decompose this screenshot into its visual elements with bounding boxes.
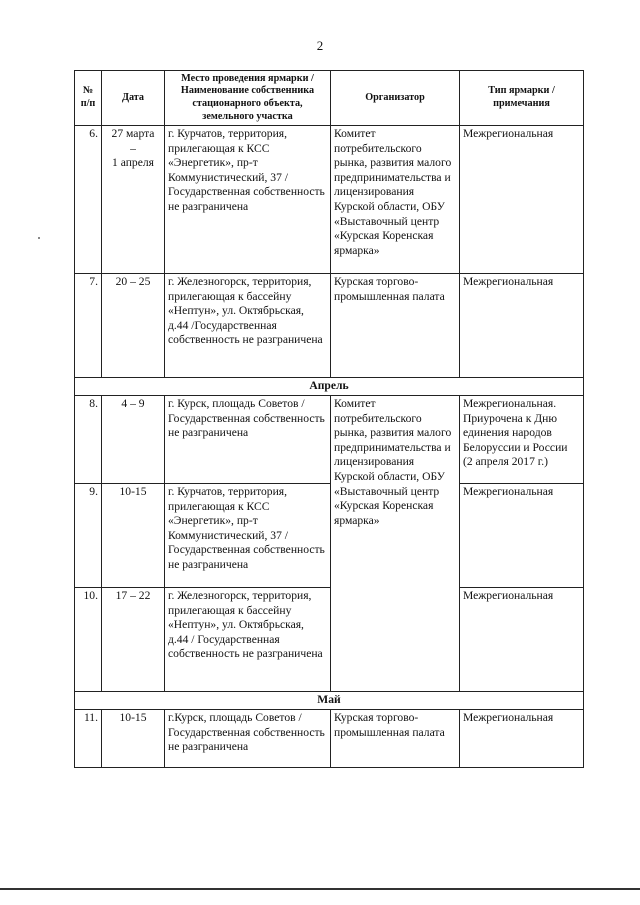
row-type: Межрегиональная <box>460 588 584 692</box>
row-type: Межрегиональная <box>460 484 584 588</box>
scan-speck <box>38 237 40 239</box>
page-number: 2 <box>316 38 324 53</box>
header-date: Дата <box>102 71 165 126</box>
header-row <box>75 71 584 126</box>
row-date: 20 – 25 <box>102 274 165 378</box>
date-start: 27 марта <box>111 127 155 140</box>
table-row <box>75 274 584 378</box>
row-place: г. Курчатов, территория, прилегающая к КСС «Энергетик», пр-т Коммунистический, 37 / Государственная собственность не разграничена <box>165 484 331 588</box>
table-row <box>75 588 584 692</box>
header-num: № п/п <box>75 71 102 126</box>
row-organizer: Комитет потребительского рынка, развития малого предпринимательства и лицензирования Курской области, ОБУ «Выставочный центр «Курская Коренская ярмарка» <box>331 126 460 274</box>
row-type: Межрегиональная <box>460 274 584 378</box>
row-num: 6. <box>75 126 102 274</box>
row-place: г. Железногорск, территория, прилегающая к бассейну «Нептун», ул. Октябрьская, д.44 /Государственная собственность не разграничена <box>165 274 331 378</box>
row-type: Межрегиональная <box>460 126 584 274</box>
row-date <box>102 126 165 274</box>
header-place: Место проведения ярмарки / Наименование собственника стационарного объекта, земельного участка <box>165 71 331 126</box>
row-place: г. Курск, площадь Советов / Государственная собственность не разграничена <box>165 396 331 484</box>
row-num: 8. <box>75 396 102 484</box>
section-row-april <box>75 378 584 396</box>
row-organizer: Курская торгово-промышленная палата <box>331 274 460 378</box>
row-place: г. Железногорск, территория, прилегающая к бассейну «Нептун», ул. Октябрьская, д.44 / Государственная собственность не разграничена <box>165 588 331 692</box>
table-row <box>75 710 584 768</box>
row-type: Межрегиональная <box>460 710 584 768</box>
table-row <box>75 126 584 274</box>
row-num: 11. <box>75 710 102 768</box>
section-title-may: Май <box>75 692 584 710</box>
date-end: 1 апреля <box>112 156 154 170</box>
row-organizer: Комитет потребительского рынка, развития малого предпринимательства и лицензирования Курской области, ОБУ «Выставочный центр «Курская Коренская ярмарка» <box>331 396 460 692</box>
row-num: 7. <box>75 274 102 378</box>
row-date: 4 – 9 <box>102 396 165 484</box>
row-date: 10-15 <box>102 710 165 768</box>
fair-schedule-table <box>74 70 584 768</box>
date-dash: – <box>130 141 136 155</box>
row-organizer: Курская торгово-промышленная палата <box>331 710 460 768</box>
row-place: г.Курск, площадь Советов / Государственная собственность не разграничена <box>165 710 331 768</box>
section-title-april: Апрель <box>75 378 584 396</box>
row-num: 10. <box>75 588 102 692</box>
header-organizer: Организатор <box>331 71 460 126</box>
row-type: Межрегиональная. Приурочена к Дню единения народов Белоруссии и России (2 апреля 2017 г.) <box>460 396 584 484</box>
table-row <box>75 484 584 588</box>
page-bottom-edge <box>0 888 640 890</box>
row-date: 10-15 <box>102 484 165 588</box>
row-place: г. Курчатов, территория, прилегающая к КСС «Энергетик», пр-т Коммунистический, 37 / Государственная собственность не разграничена <box>165 126 331 274</box>
section-row-may <box>75 692 584 710</box>
row-num: 9. <box>75 484 102 588</box>
row-date: 17 – 22 <box>102 588 165 692</box>
table-row <box>75 396 584 484</box>
header-type: Тип ярмарки / примечания <box>460 71 584 126</box>
